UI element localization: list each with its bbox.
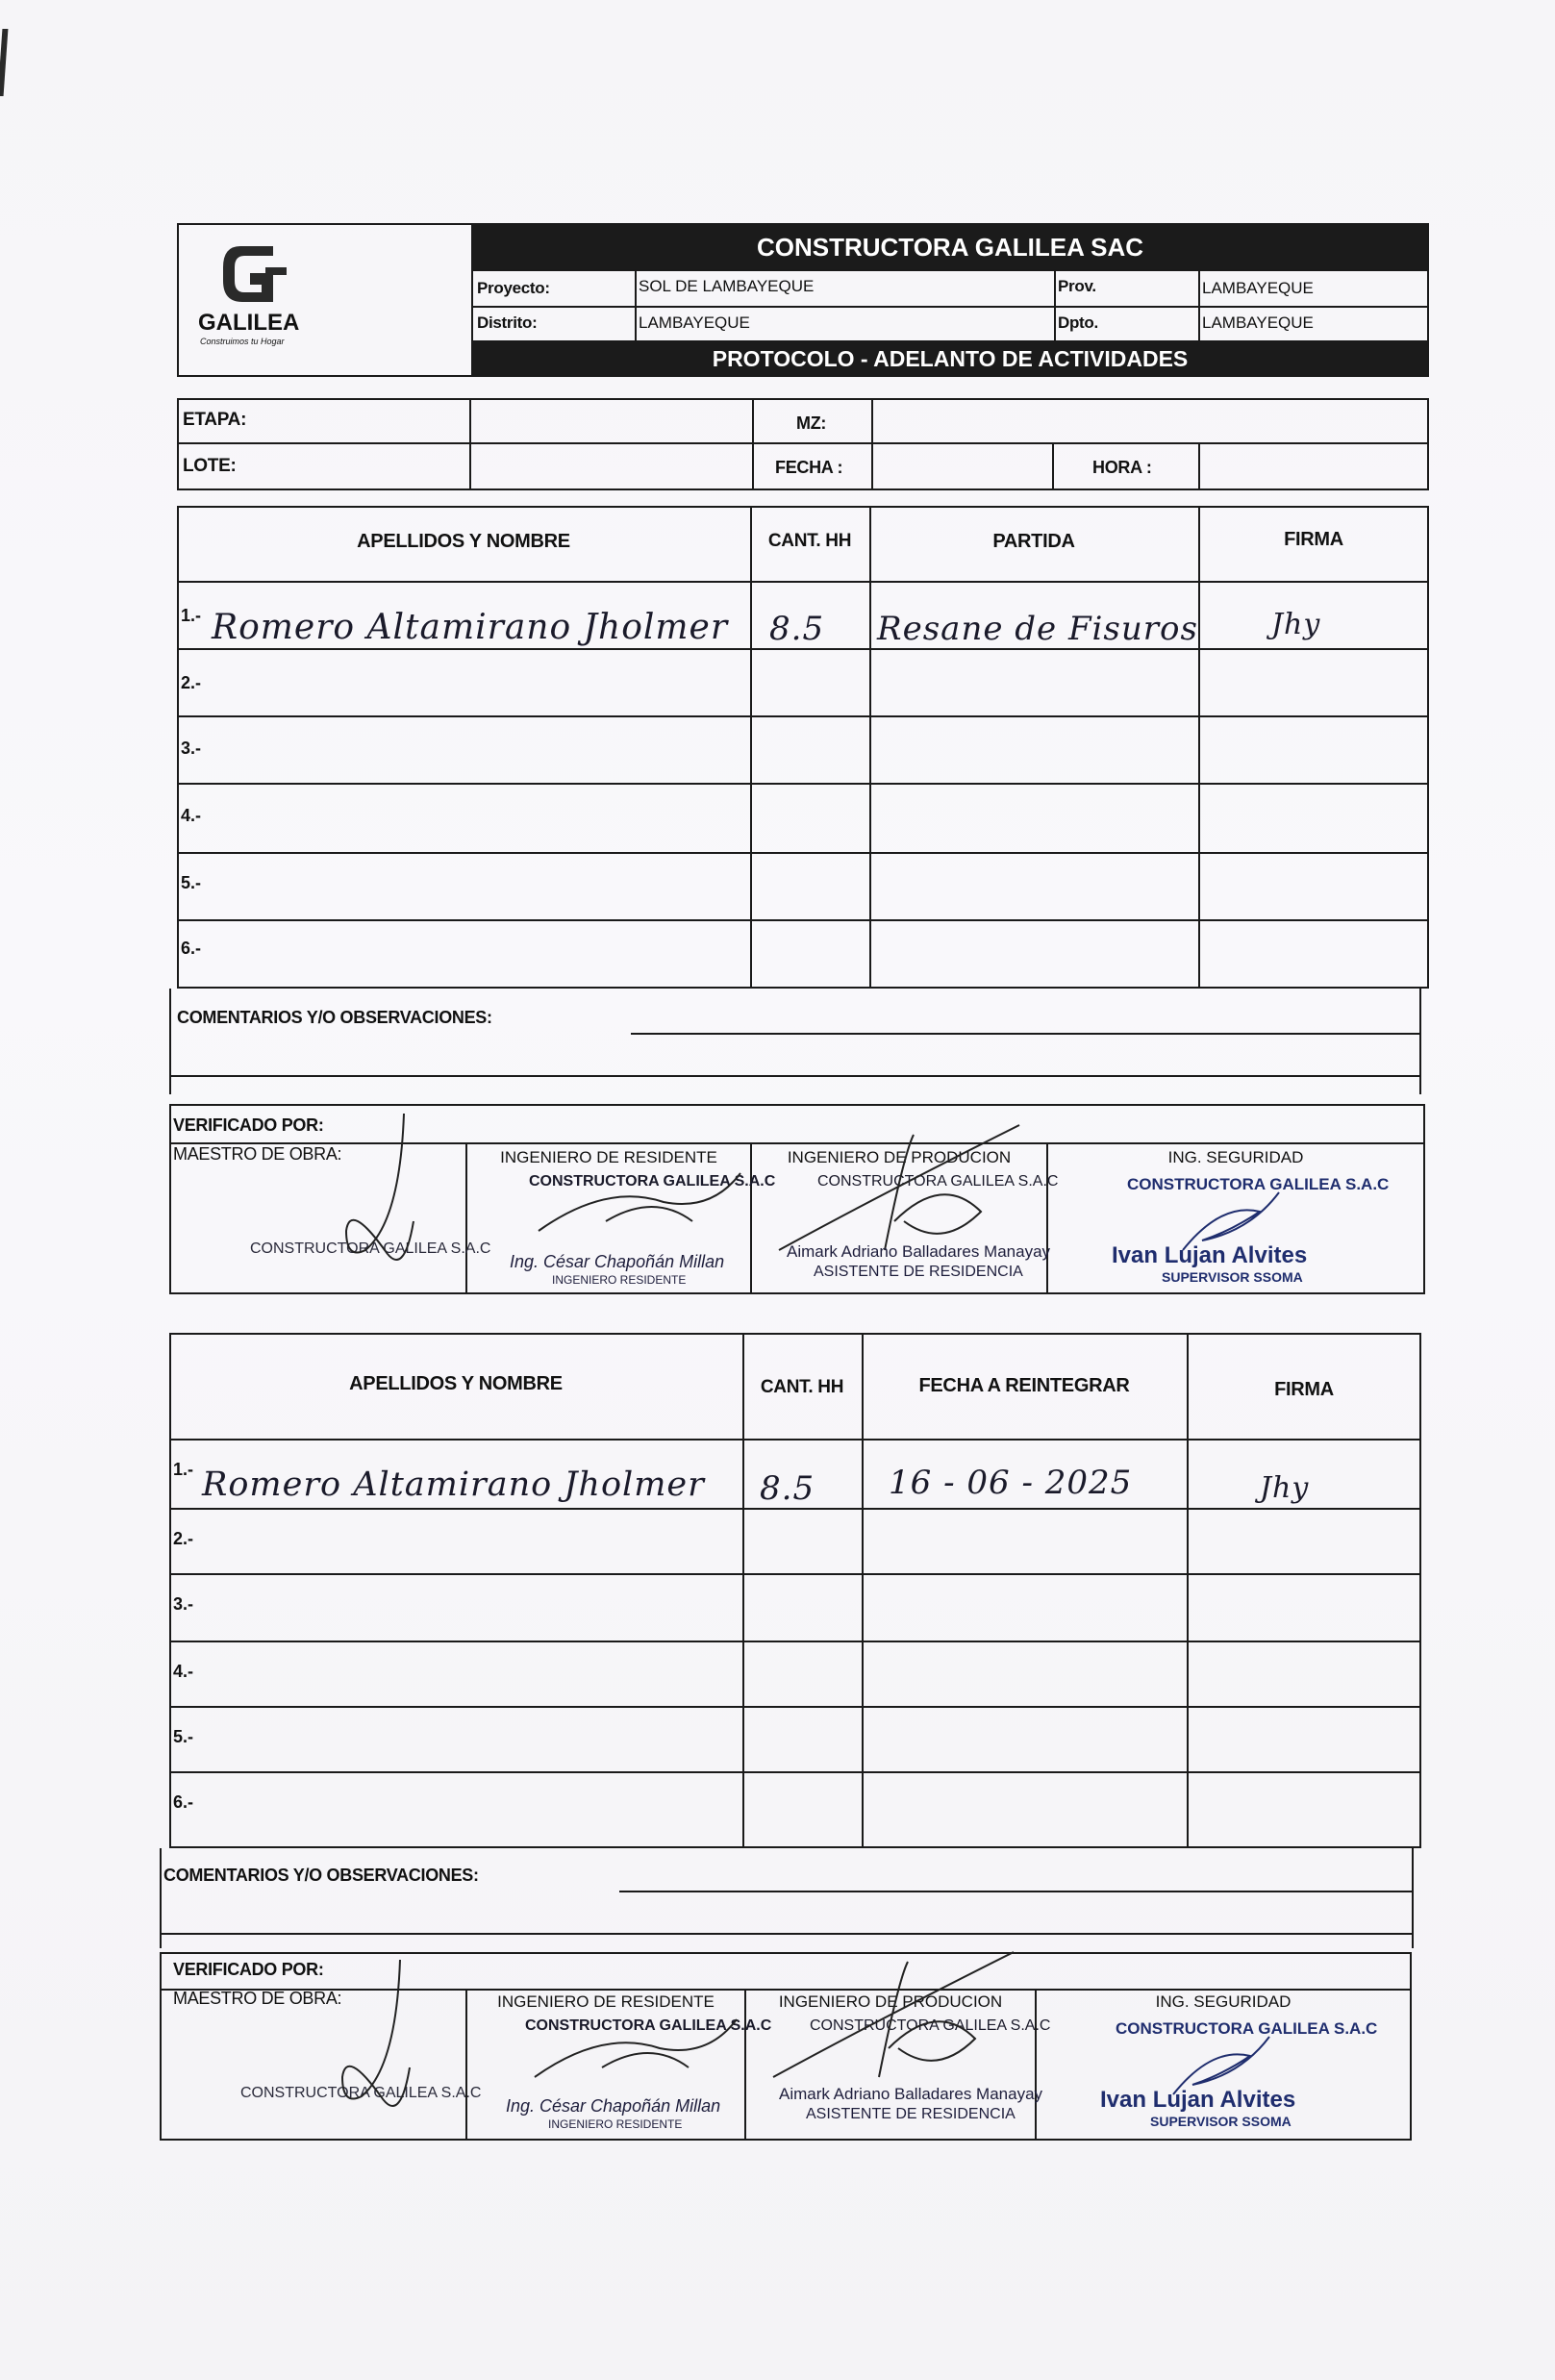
protocol-title-banner: PROTOCOLO - ADELANTO DE ACTIVIDADES [473, 342, 1427, 375]
t1-row-num-1: 1.- [181, 606, 202, 625]
t2-entry-fecha: 16 - 06 - 2025 [889, 1464, 1133, 1502]
mz-label: MZ: [796, 413, 827, 433]
produccion-label-1: INGENIERO DE PRODUCION [787, 1148, 1012, 1166]
t2-entry-firma: Jhy [1260, 1471, 1310, 1505]
maestro-label-2: MAESTRO DE OBRA: [173, 1989, 342, 2008]
seguridad-role-1: SUPERVISOR SSOMA [1162, 1269, 1303, 1285]
distrito-value: LAMBAYEQUE [639, 313, 750, 332]
t2-row-num-3: 3.- [173, 1594, 194, 1614]
residente-stamp-2: CONSTRUCTORA GALILEA S.A.C [525, 2017, 772, 2034]
logo-subtitle: Construimos tu Hogar [200, 337, 285, 346]
t2-entry-name: Romero Altamirano Jholmer [202, 1466, 705, 1504]
t2-entry-hh: 8.5 [760, 1469, 815, 1508]
t2-header-firma: FIRMA [1274, 1379, 1334, 1400]
t1-entry-partida: Resane de Fisuros [877, 610, 1198, 648]
t1-header-firma: FIRMA [1284, 529, 1343, 550]
comments-label-2: COMENTARIOS Y/O OBSERVACIONES: [163, 1866, 479, 1885]
t2-row-num-6: 6.- [173, 1792, 194, 1812]
distrito-label: Distrito: [477, 313, 538, 332]
maestro-signature-1 [308, 1106, 462, 1298]
t1-entry-hh: 8.5 [769, 610, 825, 648]
t1-row-num-2: 2.- [181, 673, 202, 692]
t1-header-name: APELLIDOS Y NOMBRE [357, 531, 570, 552]
prov-label: Prov. [1058, 277, 1096, 295]
residente-role-2: INGENIERO RESIDENTE [548, 2117, 683, 2131]
proyecto-label: Proyecto: [477, 279, 550, 297]
etapa-label: ETAPA: [183, 410, 247, 430]
t1-header-partida: PARTIDA [992, 531, 1075, 552]
produccion-name-2: Aimark Adriano Balladares Manayay [779, 2085, 1043, 2103]
dpto-label: Dpto. [1058, 313, 1098, 332]
residente-signature-1 [519, 1164, 750, 1250]
residente-signature-2 [515, 2010, 746, 2096]
maestro-signature-2 [304, 1952, 458, 2144]
t1-entry-firma: Jhy [1271, 608, 1321, 641]
t1-row-num-5: 5.- [181, 873, 202, 892]
prov-value: LAMBAYEQUE [1202, 279, 1314, 297]
t1-row-num-6: 6.- [181, 939, 202, 958]
t2-row-num-4: 4.- [173, 1662, 194, 1681]
t2-header-name: APELLIDOS Y NOMBRE [349, 1373, 563, 1394]
company-banner: CONSTRUCTORA GALILEA SAC [473, 225, 1427, 269]
residente-label-1: INGENIERO DE RESIDENTE [500, 1148, 717, 1166]
seguridad-stamp-1: CONSTRUCTORA GALILEA S.A.C [1127, 1175, 1390, 1193]
seguridad-label-1: ING. SEGURIDAD [1167, 1148, 1304, 1166]
t1-entry-name: Romero Altamirano Jholmer [212, 608, 729, 647]
galilea-logo-icon [213, 238, 300, 315]
residente-stamp-1: CONSTRUCTORA GALILEA S.A.C [529, 1173, 776, 1190]
produccion-stamp-1: CONSTRUCTORA GALILEA S.A.C [817, 1173, 1059, 1190]
dpto-value: LAMBAYEQUE [1202, 313, 1314, 332]
residente-name-2: Ing. César Chapoñán Millan [506, 2096, 721, 2116]
residente-label-2: INGENIERO DE RESIDENTE [497, 1992, 715, 2011]
seguridad-stamp-2: CONSTRUCTORA GALILEA S.A.C [1116, 2019, 1378, 2038]
t2-header-fecha: FECHA A REINTEGRAR [918, 1375, 1130, 1396]
maestro-stamp-1: CONSTRUCTORA GALILEA S.A.C [250, 1240, 491, 1257]
produccion-stamp-2: CONSTRUCTORA GALILEA S.A.C [810, 2017, 1051, 2034]
seguridad-name-1: Ivan Lujan Alvites [1112, 1242, 1308, 1268]
seguridad-label-2: ING. SEGURIDAD [1155, 1992, 1292, 2011]
proyecto-value: SOL DE LAMBAYEQUE [639, 277, 815, 295]
maestro-stamp-2: CONSTRUCTORA GALILEA S.A.C [240, 2085, 482, 2101]
t2-header-hh: CANT. HH [760, 1377, 844, 1397]
t2-row-num-5: 5.- [173, 1727, 194, 1746]
t1-row-num-3: 3.- [181, 739, 202, 758]
t2-row-num-2: 2.- [173, 1529, 194, 1548]
residente-name-1: Ing. César Chapoñán Millan [510, 1252, 725, 1271]
produccion-signature-2 [764, 1942, 1052, 2096]
verificado-label-2: VERIFICADO POR: [173, 1960, 324, 1979]
comments-label-1: COMENTARIOS Y/O OBSERVACIONES: [177, 1008, 492, 1027]
t2-row-num-1: 1.- [173, 1460, 194, 1479]
t1-row-num-4: 4.- [181, 806, 202, 825]
logo-text: GALILEA [198, 310, 300, 336]
produccion-label-2: INGENIERO DE PRODUCION [778, 1992, 1003, 2011]
residente-role-1: INGENIERO RESIDENTE [552, 1273, 687, 1287]
lote-label: LOTE: [183, 456, 237, 476]
seguridad-name-2: Ivan Lujan Alvites [1100, 2087, 1296, 2113]
produccion-role-1: ASISTENTE DE RESIDENCIA [814, 1264, 1023, 1280]
fecha-label: FECHA : [775, 458, 843, 477]
produccion-role-2: ASISTENTE DE RESIDENCIA [806, 2106, 1016, 2122]
produccion-name-1: Aimark Adriano Balladares Manayay [787, 1242, 1051, 1261]
verificado-label-1: VERIFICADO POR: [173, 1115, 324, 1135]
maestro-label-1: MAESTRO DE OBRA: [173, 1144, 342, 1164]
hora-label: HORA : [1092, 458, 1152, 477]
t1-header-hh: CANT. HH [767, 531, 852, 551]
seguridad-role-2: SUPERVISOR SSOMA [1150, 2114, 1292, 2129]
